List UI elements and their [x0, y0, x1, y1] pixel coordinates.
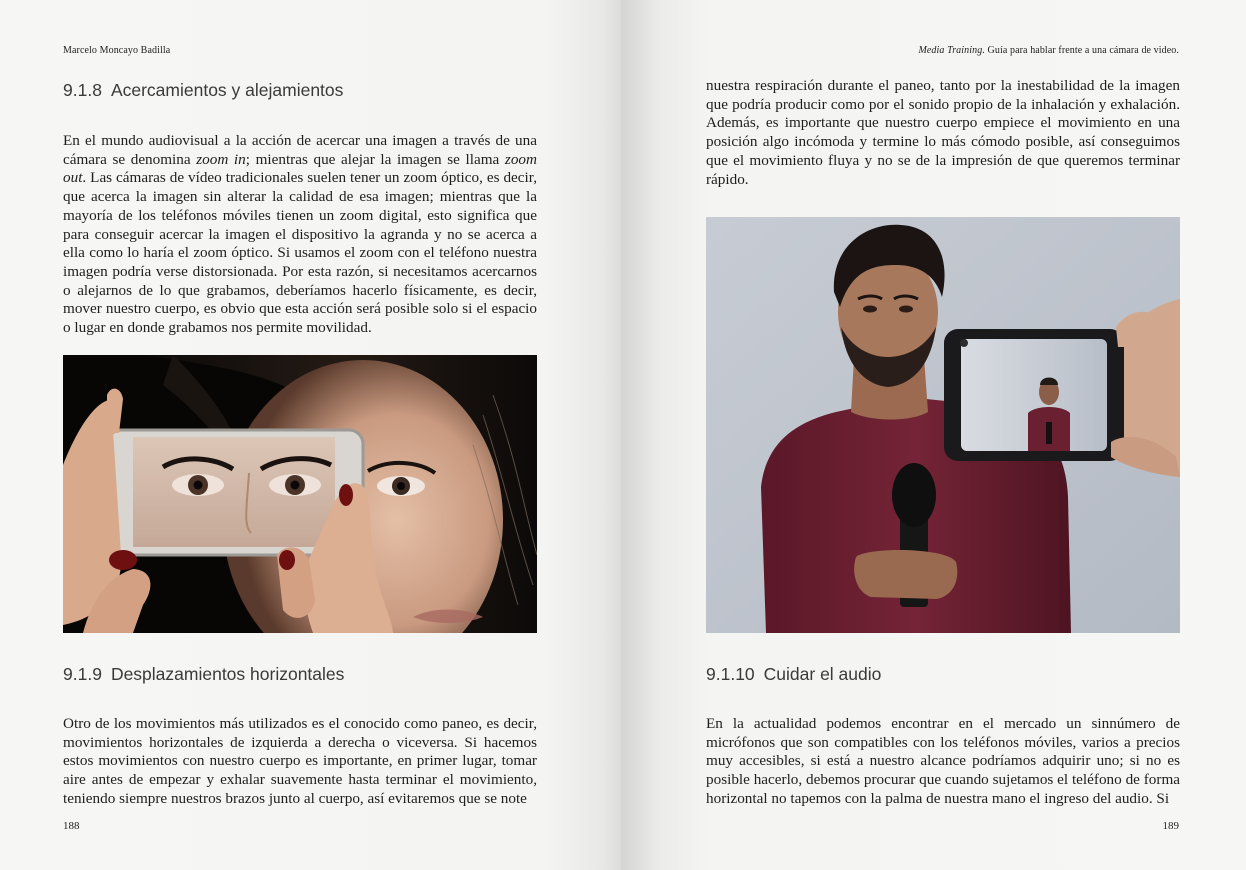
paragraph-continued: nuestra respiración durante el paneo, tanto por la inestabilidad de la imagen que podría producir como por el sonido propio de la inhalación y exhalación. Además, es importante que nuestro cuerpo empiece el movimiento en una posición algo incómoda y termine lo más cómodo posible, así conseguimos que el movimiento fluya y no se de la impresión de que queremos terminar rápido.: [706, 77, 1180, 188]
running-head-rest: Guía para hablar frente a una cámara de video.: [984, 45, 1179, 56]
left-page: [0, 0, 621, 870]
section-number: 9.1.8: [63, 80, 102, 100]
section-number: 9.1.10: [706, 664, 755, 684]
paragraph-audio: En la actualidad podemos encontrar en el mercado un sinnúmero de micrófonos que son compatibles con los teléfonos móviles, varios a precios muy accesibles, si está a nuestro alcance podríamos adquirir uno; si no es posible hacerlo, debemos procurar que cuando sujetamos el teléfono de forma horizontal no tapemos con la palma de nuestra mano el ingreso del audio. Si: [706, 715, 1180, 807]
photo-woman-phone-eyes: [63, 355, 537, 633]
section-heading-9-1-9: [63, 664, 344, 685]
page-number-right: 189: [1162, 820, 1179, 832]
section-title: Cuidar el audio: [763, 664, 882, 684]
running-head-title: [918, 45, 1179, 56]
text-run: . Las cámaras de vídeo tradicionales suelen tener un zoom óptico, es decir, que acerca la imagen sin alterar la calidad de esa imagen; mientras que la mayoría de los teléfonos móviles tienen un zoom digital, esto significa que para conseguir acercar la imagen el dispositivo la agranda y no se acerca a ella como lo haría el zoom óptico. Si usamos el zoom con el teléfono nuestra imagen podría verse distorsionada. Por esta razón, si necesitamos acercarnos o alejarnos de lo que grabamos, deberíamos hacerlo físicamente, es decir, mover nuestro cuerpo, es obvio que esta acción será posible solo si el espacio o lugar en donde grabamos nos permite movilidad.: [63, 169, 537, 337]
right-page: [621, 0, 1246, 870]
paragraph-zoom: [63, 132, 537, 338]
section-number: 9.1.9: [63, 664, 102, 684]
photo-man-microphone-phone: [706, 217, 1180, 633]
text-run: ; mientras que alejar la imagen se llama: [245, 150, 505, 168]
page-number-left: 188: [63, 820, 80, 832]
italic-term-zoom-out: zoom out: [63, 150, 537, 187]
running-head-italic: Media Training.: [918, 45, 985, 56]
section-heading-9-1-10: [706, 664, 881, 685]
section-title: Desplazamientos horizontales: [110, 664, 345, 684]
section-heading-9-1-8: [63, 80, 343, 101]
italic-term-zoom-in: zoom in: [196, 150, 246, 168]
running-head-author: Marcelo Moncayo Badilla: [63, 45, 171, 56]
paragraph-paneo: Otro de los movimientos más utilizados es el conocido como paneo, es decir, movimientos horizontales de izquierda a derecha o viceversa. Si hacemos estos movimientos con nuestro cuerpo es importante, en primer lugar, tomar aire antes de empezar y exhalar suavemente hasta terminar el movimiento, teniendo siempre nuestros brazos junto al cuerpo, así evitaremos que se note: [63, 715, 537, 807]
text-run: En el mundo audiovisual a la acción de acercar una imagen a través de una cámara se denomina: [63, 132, 537, 168]
section-title: Acercamientos y alejamientos: [110, 80, 344, 100]
